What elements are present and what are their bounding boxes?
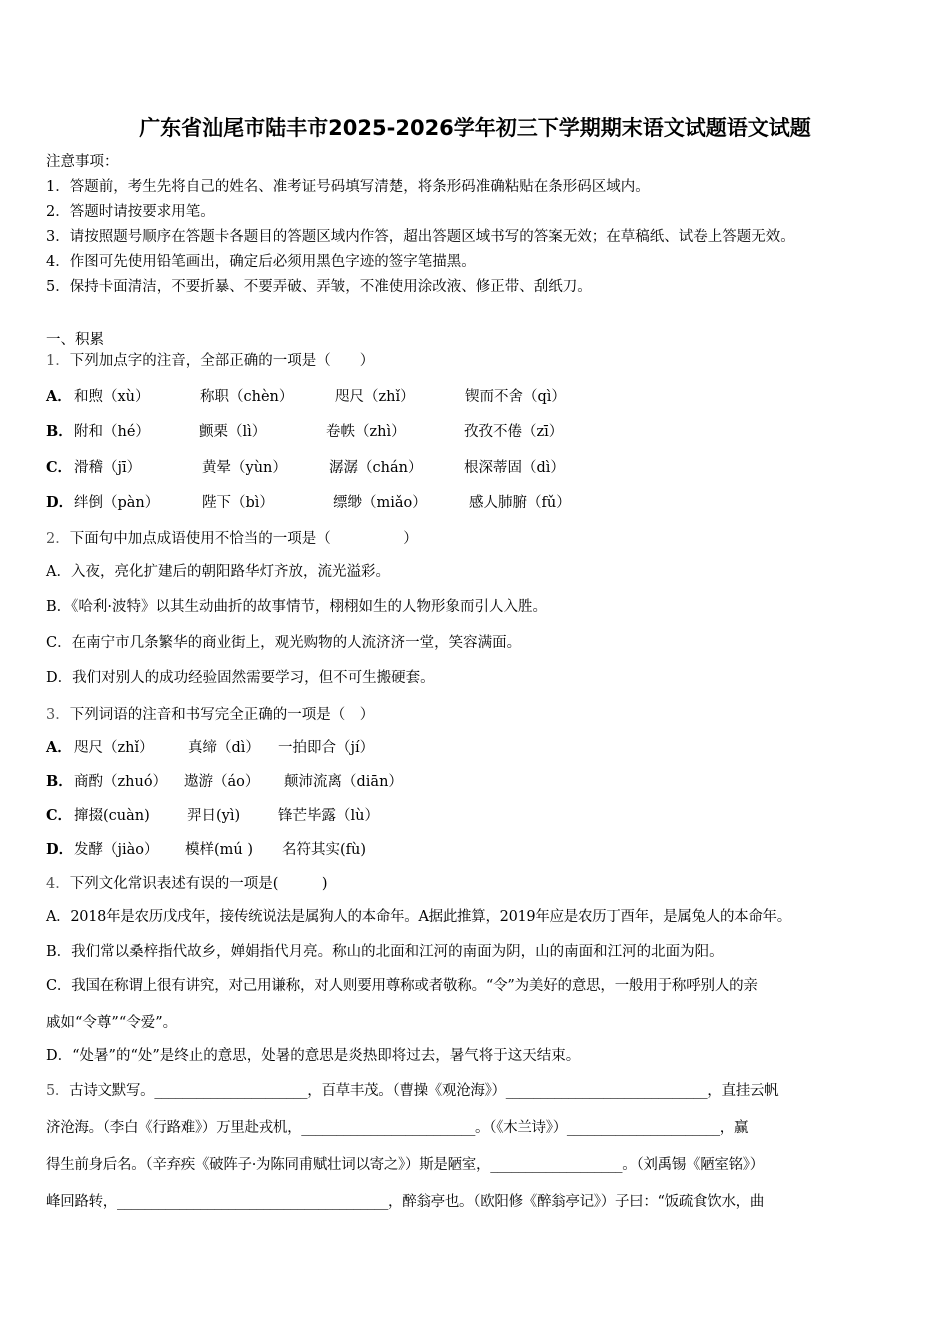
question-stem: 下列加点字的注音，全部正确的一项是（ ） — [69, 353, 375, 369]
question-number: 4． — [46, 876, 70, 892]
notice-item: 1．答题前，考生先将自己的姓名、准考证号码填写清楚，将条形码准确粘贴在条形码区域内。 — [46, 179, 650, 195]
q5-line: 得生前身后名。（辛弃疾《破阵子·为陈同甫赋壮词以寄之》）斯是陋室，___________________。（刘禹锡《陋室铭》） — [46, 1157, 764, 1173]
option-label: A． — [46, 388, 72, 405]
q4-option-a: A．2018年是农历戊戌年，接传统说法是属狗人的本命年。A据此推算，2019年应是农历丁酉年，是属兔人的本命年。 — [46, 909, 791, 925]
question-5 — [46, 1082, 778, 1100]
option-label: B． — [46, 423, 73, 440]
option-item: 锋芒毕露（lù） — [278, 808, 379, 824]
q4-option-c: C．我国在称谓上很有讲究，对己用谦称，对人则要用尊称或者敬称。“令”为美好的意思，一般用于称呼别人的亲 — [46, 978, 758, 994]
q5-line: 古诗文默写。______________________，百草丰茂。（曹操《观沧海》）_____________________________，直挂云帆 — [69, 1083, 779, 1099]
option-item: 模样(mú ) — [185, 842, 254, 858]
question-1 — [46, 352, 374, 370]
option-item: 根深蒂固（dì） — [464, 460, 565, 476]
q2-option-c: C．在南宁市几条繁华的商业街上，观光购物的人流济济一堂，笑容满面。 — [46, 635, 522, 651]
q4-option-b: B．我们常以桑梓指代故乡，婵娟指代月亮。称山的北面和江河的南面为阴，山的南面和江河的北面为阳。 — [46, 944, 724, 960]
notice-item: 5．保持卡面清洁，不要折暴、不要弄破、弄皱，不准使用涂改液、修正带、刮纸刀。 — [46, 279, 592, 295]
option-item: 咫尺（zhǐ） — [335, 389, 415, 405]
option-item: 称职（chèn） — [200, 389, 294, 405]
option-item: 撺掇(cuàn) — [74, 808, 150, 824]
option-label: A． — [46, 739, 72, 756]
notice-heading: 注意事项： — [46, 154, 119, 170]
q5-line: 济沧海。（李白《行路难》）万里赴戎机，_________________________。（《木兰诗》）______________________，赢 — [46, 1120, 749, 1136]
q4-option-d: D．“处暑”的“处”是终止的意思，处暑的意思是炎热即将过去，暑气将于这天结束。 — [46, 1048, 581, 1064]
question-number: 1． — [46, 353, 70, 369]
question-number: 2． — [46, 531, 70, 547]
option-item: 感人肺腑（fǔ） — [469, 495, 571, 511]
q4-option-c-cont: 戚如“令尊”“令爱”。 — [46, 1015, 178, 1031]
question-stem: 下列文化常识表述有误的一项是( ) — [69, 876, 328, 892]
option-item: 附和（hé） — [74, 424, 150, 440]
section-heading: 一、积累 — [46, 332, 104, 348]
question-3 — [46, 706, 374, 724]
page-title: 广东省汕尾市陆丰市2025-2026学年初三下学期期末语文试题语文试题 — [139, 116, 811, 140]
option-item: 羿日(yì) — [187, 808, 241, 824]
option-item: 颤栗（lì） — [199, 424, 267, 440]
option-item: 孜孜不倦（zī） — [464, 424, 564, 440]
option-item: 咫尺（zhǐ） — [74, 740, 154, 756]
option-item: 商酌（zhuó） — [74, 774, 168, 790]
q5-line: 峰回路转，_______________________________________，醉翁亭也。（欧阳修《醉翁亭记》）子曰：“饭疏食饮水，曲 — [46, 1194, 765, 1210]
notice-item: 2．答题时请按要求用笔。 — [46, 204, 215, 220]
q2-option-a: A．入夜，亮化扩建后的朝阳路华灯齐放，流光溢彩。 — [46, 564, 390, 580]
option-item: 锲而不舍（qì） — [465, 389, 566, 405]
notice-item: 3．请按照题号顺序在答题卡各题目的答题区域内作答，超出答题区域书写的答案无效；在草稿纸、试卷上答题无效。 — [46, 229, 795, 245]
option-item: 遨游（áo） — [184, 774, 260, 790]
option-item: 真缔（dì） — [188, 740, 260, 756]
option-item: 卷帙（zhì） — [326, 424, 406, 440]
q2-option-d: D．我们对别人的成功经验固然需要学习，但不可生搬硬套。 — [46, 670, 435, 686]
option-item: 滑稽（jī） — [74, 460, 142, 476]
option-item: 颠沛流离（diān） — [284, 774, 403, 790]
option-label: C． — [46, 807, 73, 824]
question-number: 3． — [46, 707, 70, 723]
question-4 — [46, 875, 328, 893]
option-label: D． — [46, 494, 74, 511]
option-item: 陛下（bì） — [202, 495, 274, 511]
option-item: 名符其实(fù) — [282, 842, 367, 858]
question-stem: 下面句中加点成语使用不恰当的一项是（ ） — [69, 531, 418, 547]
option-item: 缥缈（miǎo） — [333, 495, 427, 511]
option-item: 一拍即合（jí） — [278, 740, 375, 756]
option-label: B． — [46, 773, 73, 790]
q2-option-b: B．《哈利·波特》以其生动曲折的故事情节，栩栩如生的人物形象而引人入胜。 — [46, 599, 548, 615]
option-item: 发酵（jiào） — [74, 842, 159, 858]
question-2 — [46, 530, 418, 548]
option-label: D． — [46, 841, 74, 858]
option-label: C． — [46, 459, 73, 476]
question-stem: 下列词语的注音和书写完全正确的一项是（ ） — [69, 707, 375, 723]
option-item: 和煦（xù） — [74, 389, 150, 405]
option-item: 绊倒（pàn） — [74, 495, 160, 511]
notice-item: 4．作图可先使用铅笔画出，确定后必须用黑色字迹的签字笔描黑。 — [46, 254, 476, 270]
question-number: 5． — [46, 1083, 70, 1099]
option-item: 黄晕（yùn） — [202, 460, 287, 476]
option-item: 潺潺（chán） — [329, 460, 423, 476]
